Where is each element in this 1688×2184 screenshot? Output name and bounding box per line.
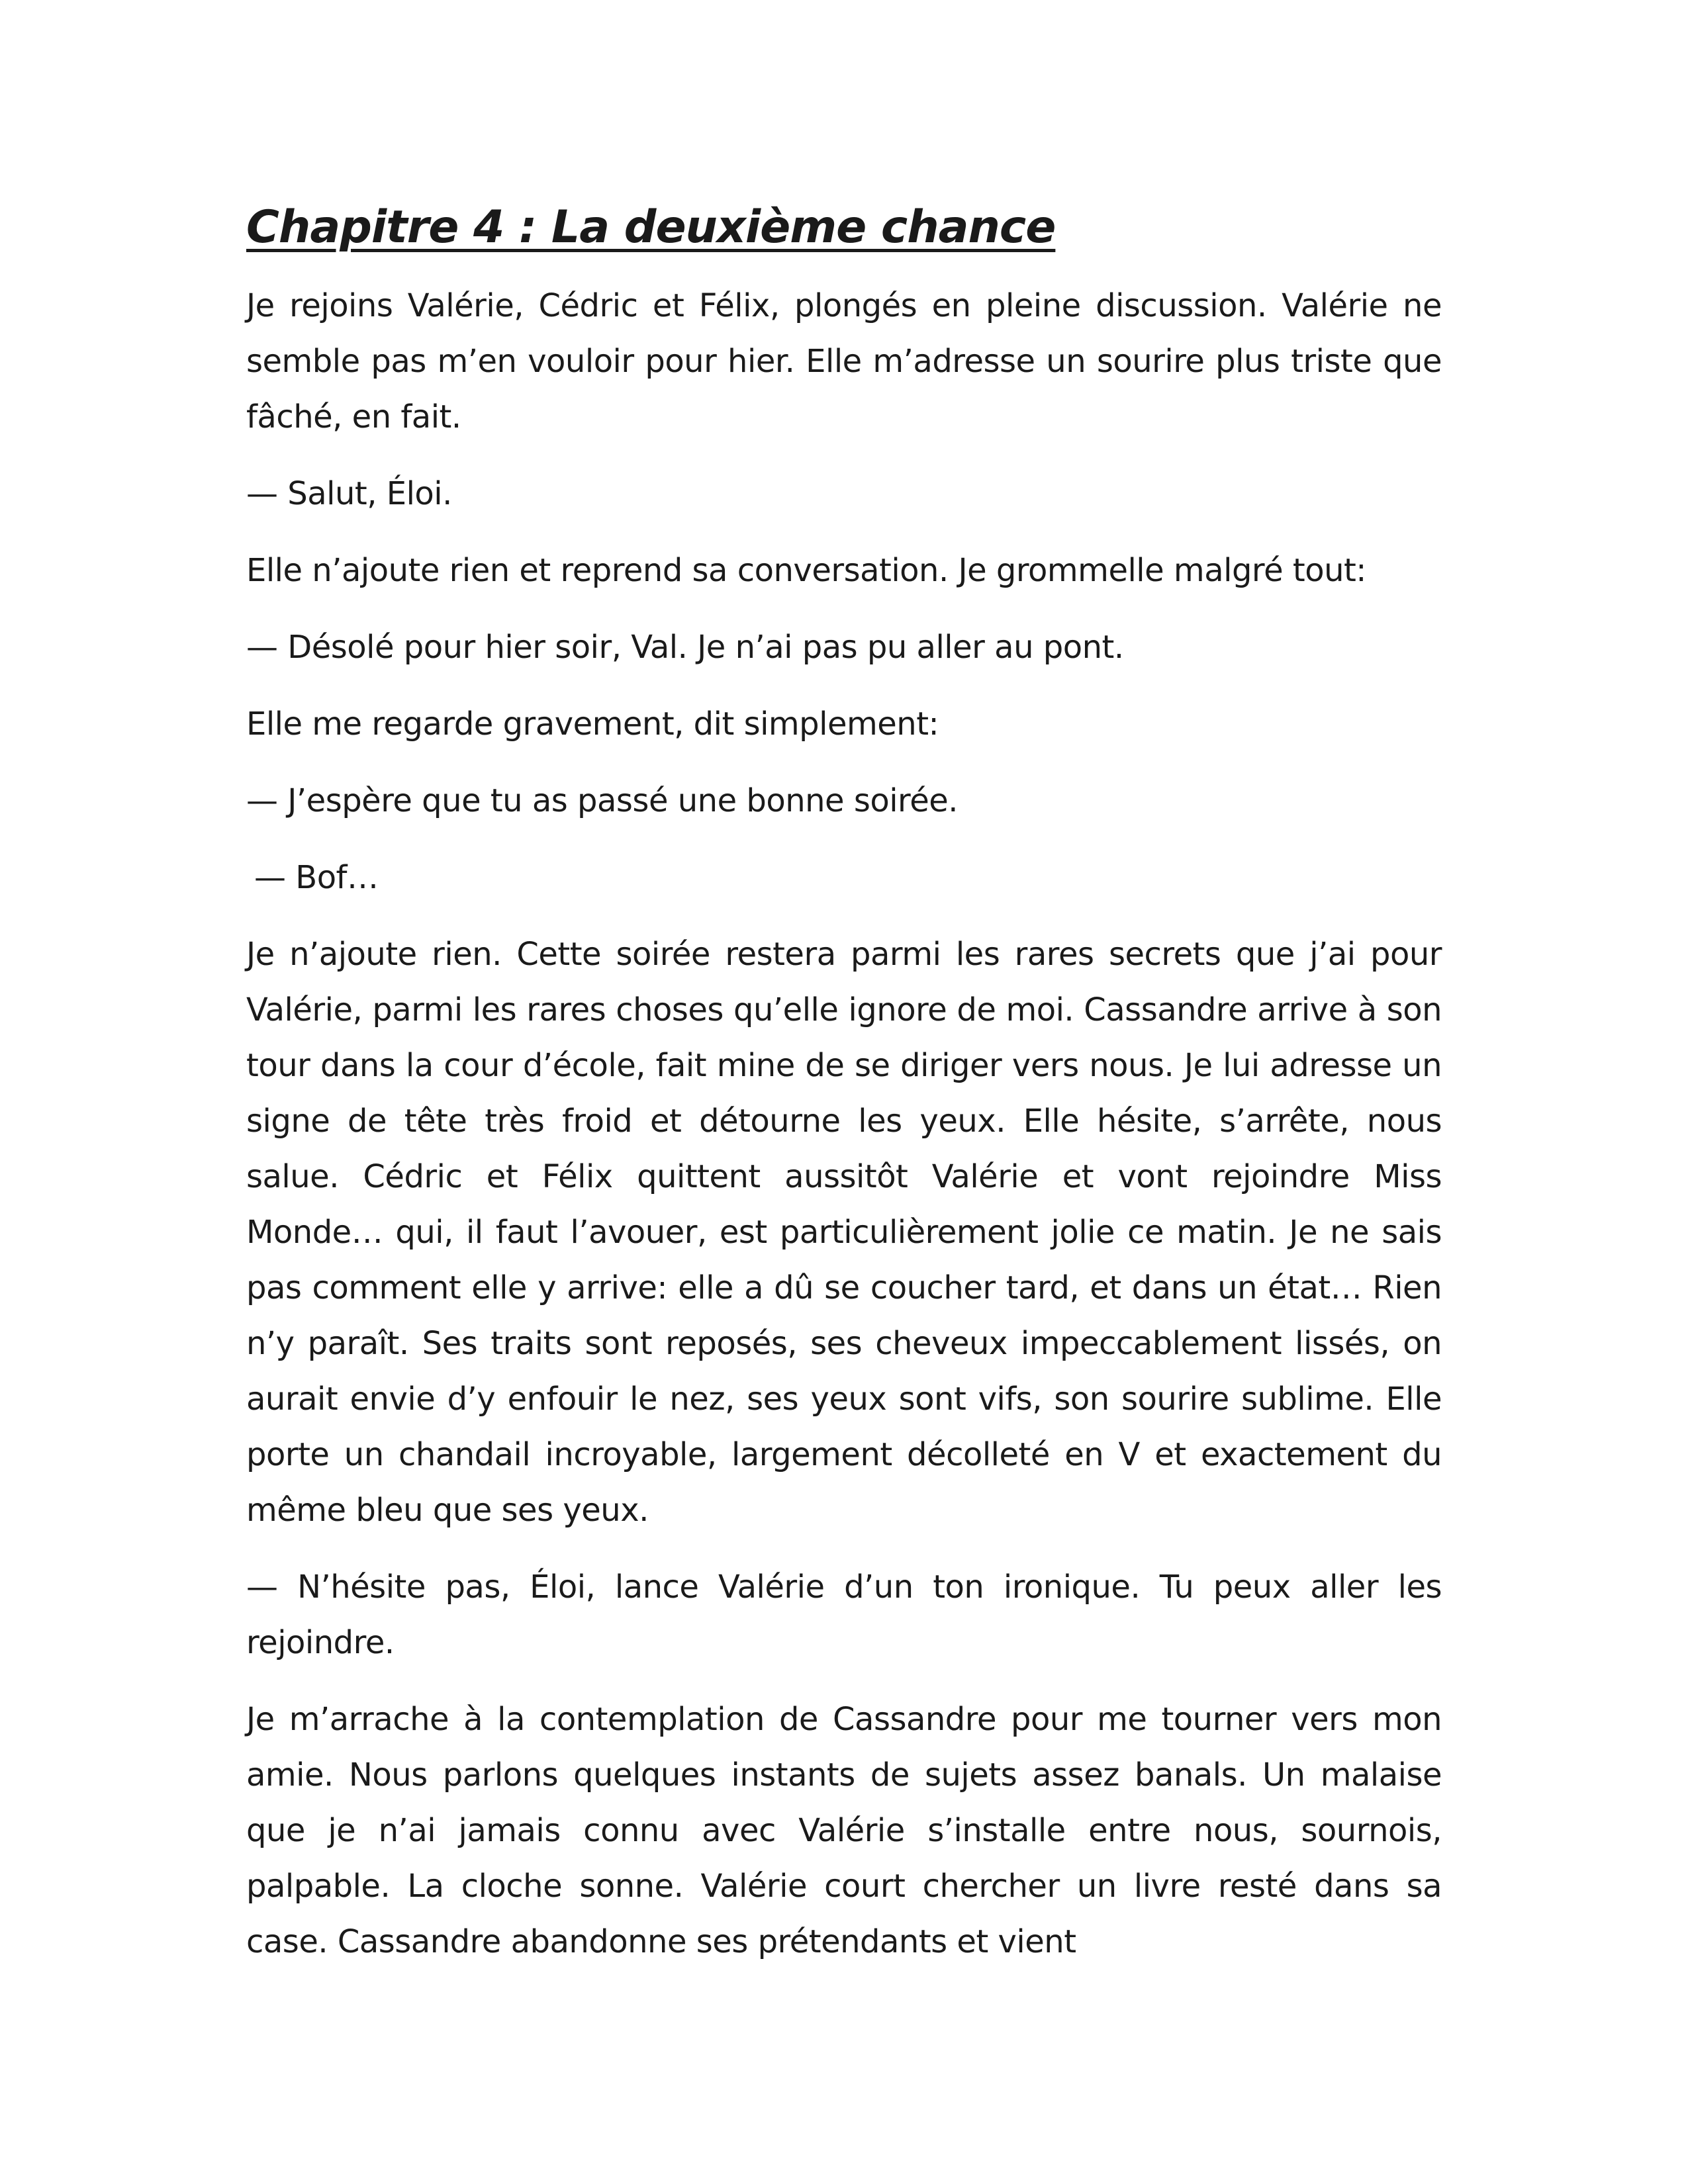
dialogue-line: — Bof… xyxy=(254,859,379,897)
dialogue-line: — Désolé pour hier soir, Val. Je n’ai pas pu aller au pont. xyxy=(246,629,1124,666)
paragraph: Elle me regarde gravement, dit simplement: xyxy=(246,705,939,743)
paragraph: Je m’arrache à la contemplation de Cassandre pour me tourner vers mon amie. Nous parlons quelques instants de sujets assez banals. Un malaise que je n’ai jamais connu avec Valérie s’installe entre nous, sournois, palpable. La cloche sonne. Valérie court chercher un livre resté dans sa case. Cassandre abandonne ses prétendants et vient xyxy=(246,1701,1442,1961)
chapter-title: Chapitre 4 : La deuxième chance xyxy=(246,201,1056,253)
dialogue-line: — J’espère que tu as passé une bonne soirée. xyxy=(246,782,959,820)
dialogue-line: — Salut, Éloi. xyxy=(246,475,452,513)
paragraph: Elle n’ajoute rien et reprend sa conversation. Je grommelle malgré tout: xyxy=(246,552,1366,590)
paragraph: Je n’ajoute rien. Cette soirée restera parmi les rares secrets que j’ai pour Valérie, parmi les rares choses qu’elle ignore de moi. Cassandre arrive à son tour dans la cour d’école, fait mine de se diriger vers nous. Je lui adresse un signe de tête très froid et détourne les yeux. Elle hésite, s’arrête, nous salue. Cédric et Félix quittent aussitôt Valérie et vont rejoindre Miss Monde… qui, il faut l’avouer, est particulièrement jolie ce matin. Je ne sais pas comment elle y arrive: elle a dû se coucher tard, et dans un état… Rien n’y paraît. Ses traits sont reposés, ses cheveux impeccablement lissés, on aurait envie d’y enfouir le nez, ses yeux sont vifs, son sourire sublime. Elle porte un chandail incroyable, largement décolleté en V et exactement du même bleu que ses yeux. xyxy=(246,936,1442,1529)
document-page xyxy=(246,199,1442,1991)
paragraph: Je rejoins Valérie, Cédric et Félix, plongés en pleine discussion. Valérie ne semble pas m’en vouloir pour hier. Elle m’adresse un sourire plus triste que fâché, en fait. xyxy=(246,287,1442,436)
dialogue-line: — N’hésite pas, Éloi, lance Valérie d’un ton ironique. Tu peux aller les rejoindre. xyxy=(246,1569,1442,1662)
